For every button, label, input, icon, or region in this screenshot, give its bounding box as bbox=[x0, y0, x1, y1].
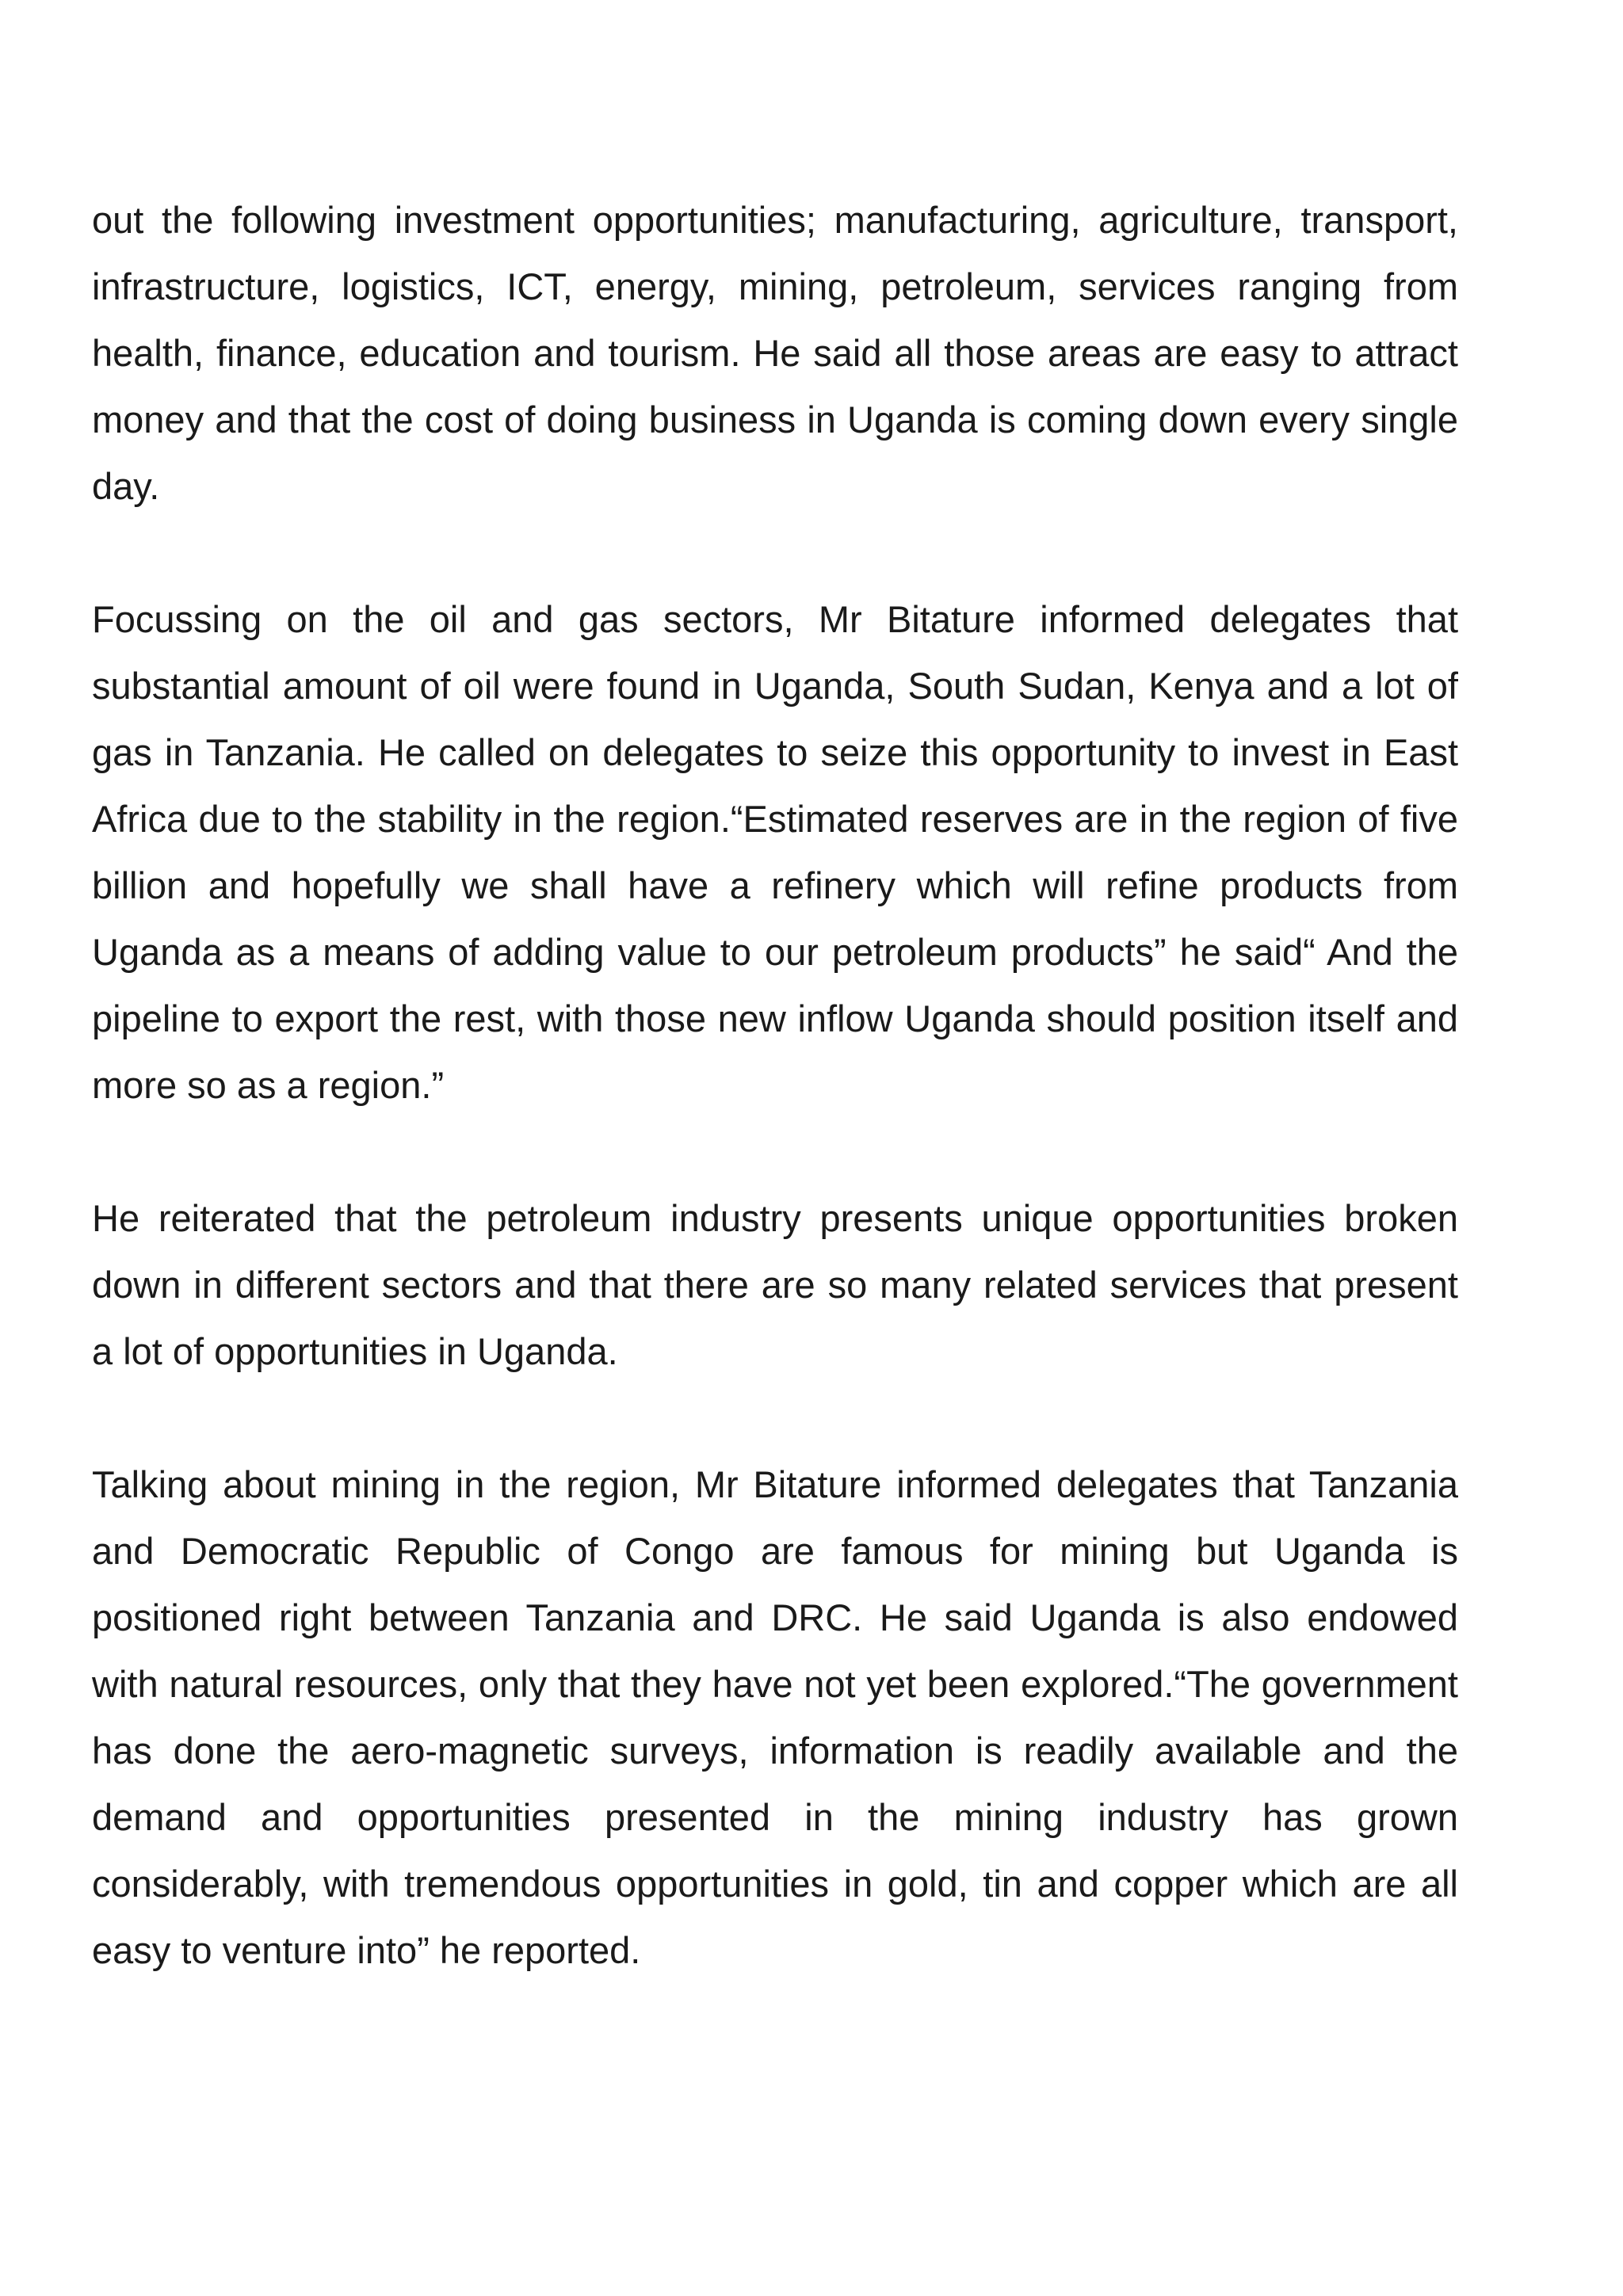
paragraph-oil-and-gas: Focussing on the oil and gas sectors, Mr Bitature informed delegates that substantial amount of oil were found in Uganda, South Sudan, Kenya and a lot of gas in Tanzania. He called on delegates to seize this opportunity to invest in East Africa due to the stability in the region.“Estimated reserves are in the region of five billion and hopefully we shall have a refinery which will refine products from Uganda as a means of adding value to our petroleum products” he said“ And the pipeline to export the rest, with those new inflow Uganda should position itself and more so as a region.” bbox=[92, 598, 1458, 1106]
article-body bbox=[92, 187, 1458, 1984]
paragraph-mining: Talking about mining in the region, Mr Bitature informed delegates that Tanzania and Democratic Republic of Congo are famous for mining but Uganda is positioned right between Tanzania and DRC. He said Uganda is also endowed with natural resources, only that they have not yet been explored.“The government has done the aero-magnetic surveys, information is readily available and the demand and opportunities presented in the mining industry has grown considerably, with tremendous opportunities in gold, tin and copper which are all easy to venture into” he reported. bbox=[92, 1463, 1458, 1971]
paragraph-petroleum-industry: He reiterated that the petroleum industry presents unique opportunities broken down in different sectors and that there are so many related services that present a lot of opportunities in Uganda. bbox=[92, 1197, 1458, 1372]
paragraph-investment-opportunities: out the following investment opportunities; manufacturing, agriculture, transport, infrastructure, logistics, ICT, energy, mining, petroleum, services ranging from health, finance, education and tourism. He said all those areas are easy to attract money and that the cost of doing business in Uganda is coming down every single day. bbox=[92, 199, 1458, 507]
